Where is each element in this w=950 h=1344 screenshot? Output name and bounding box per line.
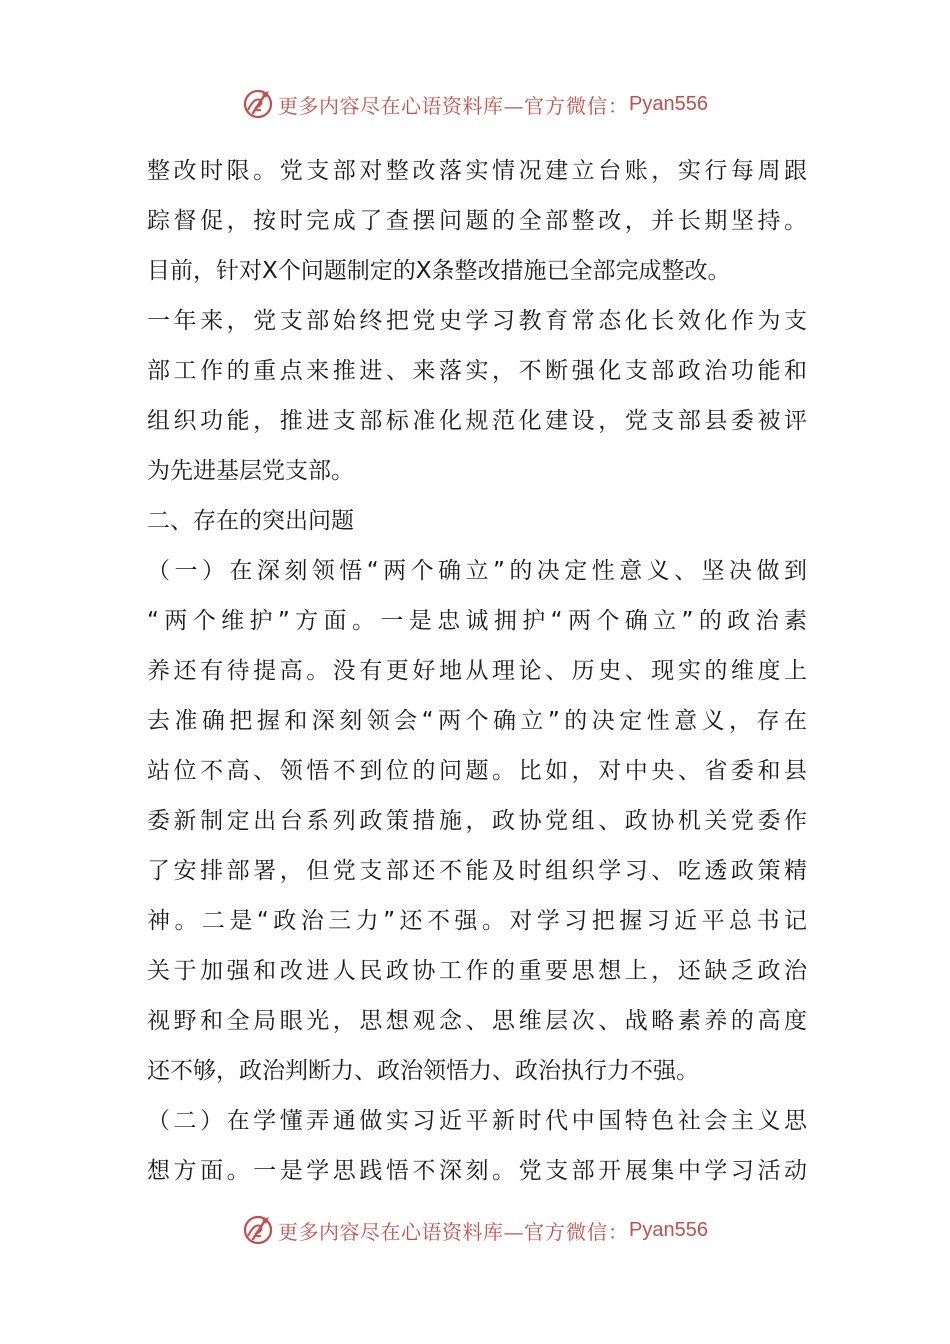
text-line: 站位不高、领悟不到位的问题。比如，对中央、省委和县 xyxy=(147,758,807,784)
paragraph xyxy=(147,296,807,496)
text-line: 委新制定出台系列政策措施，政协党组、政协机关党委作 xyxy=(147,808,807,834)
paragraph xyxy=(147,496,807,546)
watermark-contact-label: 官方微信： xyxy=(524,93,630,118)
text-line: 神。二是“政治三力”还不强。对学习把握习近平总书记 xyxy=(147,908,807,934)
text-line: 去准确把握和深刻领会“两个确立”的决定性意义，存在 xyxy=(147,708,807,734)
signature-pen-icon xyxy=(242,1214,274,1246)
paragraph xyxy=(147,546,807,1096)
text-line: 视野和全局眼光，思想观念、思维层次、战略素养的高度 xyxy=(147,1008,807,1034)
watermark-text: 更多内容尽在心语资料库— xyxy=(278,1219,525,1244)
text-line: 组织功能，推进支部标准化规范化建设，党支部县委被评 xyxy=(147,408,807,434)
paragraph xyxy=(147,1096,807,1196)
paragraph xyxy=(147,146,807,296)
text-line: 想方面。一是学思践悟不深刻。党支部开展集中学习活动 xyxy=(147,1158,807,1184)
text-line: 还不够，政治判断力、政治领悟力、政治执行力不强。 xyxy=(147,1058,699,1084)
text-line: 了安排部署，但党支部还不能及时组织学习、吃透政策精 xyxy=(147,858,807,884)
text-line: 为先进基层党支部。 xyxy=(147,458,354,484)
watermark-contact-id: Pyan556 xyxy=(629,92,708,115)
signature-pen-icon xyxy=(242,88,274,120)
watermark-contact-label: 官方微信： xyxy=(524,1219,630,1244)
text-line: 部工作的重点来推进、来落实，不断强化支部政治功能和 xyxy=(147,358,807,384)
footer-watermark xyxy=(0,1210,950,1250)
header-watermark xyxy=(0,84,950,124)
text-line: “两个维护”方面。一是忠诚拥护“两个确立”的政治素 xyxy=(147,608,807,634)
text-line: （二）在学懂弄通做实习近平新时代中国特色社会主义思 xyxy=(147,1108,807,1134)
text-line: 关于加强和改进人民政协工作的重要思想上，还缺乏政治 xyxy=(147,958,807,984)
document-body xyxy=(147,146,807,1196)
text-line: 养还有待提高。没有更好地从理论、历史、现实的维度上 xyxy=(147,658,807,684)
text-line: 二、存在的突出问题 xyxy=(147,508,354,534)
text-line: （一）在深刻领悟“两个确立”的决定性意义、坚决做到 xyxy=(147,558,807,584)
watermark-text: 更多内容尽在心语资料库— xyxy=(278,93,525,118)
watermark-contact-id: Pyan556 xyxy=(629,1218,708,1241)
text-line: 目前，针对X个问题制定的X条整改措施已全部完成整改。 xyxy=(147,258,731,284)
text-line: 踪督促，按时完成了查摆问题的全部整改，并长期坚持。 xyxy=(147,208,807,234)
text-line: 一年来，党支部始终把党史学习教育常态化长效化作为支 xyxy=(147,308,807,334)
text-line: 整改时限。党支部对整改落实情况建立台账，实行每周跟 xyxy=(147,158,807,184)
